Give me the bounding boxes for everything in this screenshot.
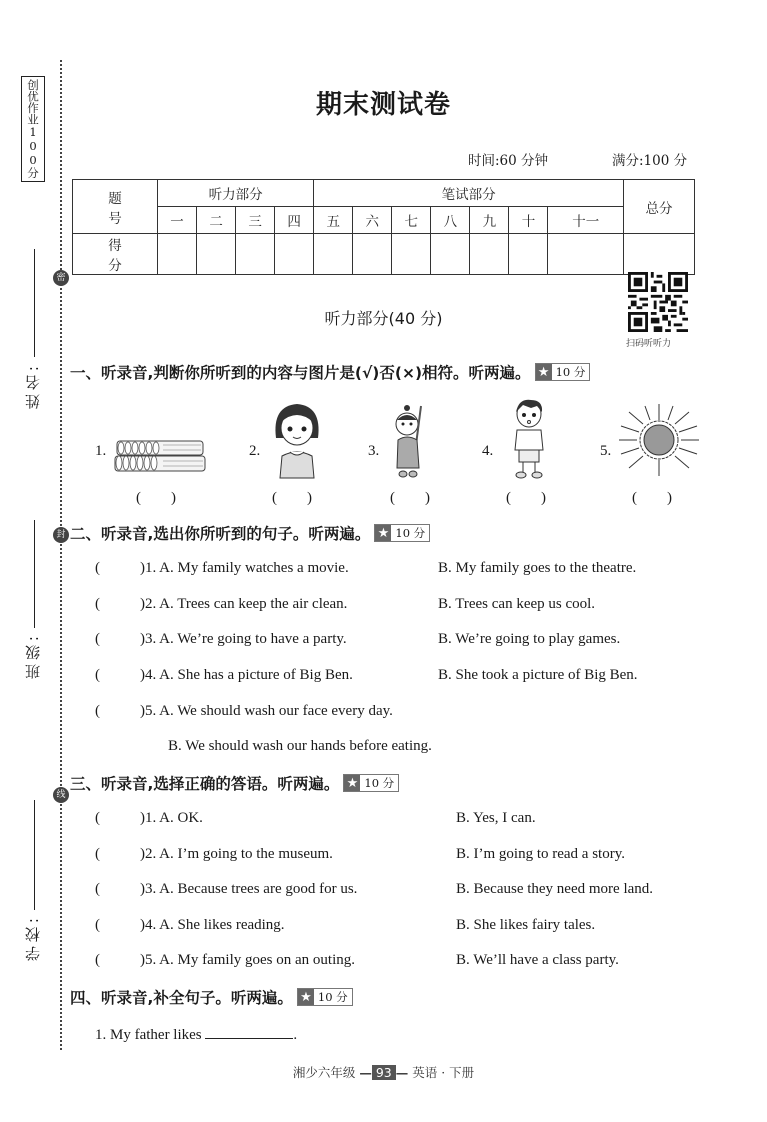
picture-number: 3. <box>368 443 380 459</box>
option-a: )3. A. We’re going to have a party. <box>140 631 347 647</box>
name-field-label: 姓名: <box>24 362 42 410</box>
answer-paren[interactable]: ( <box>95 703 100 719</box>
school-field-line[interactable] <box>34 800 35 910</box>
score-cell[interactable] <box>197 234 236 275</box>
question-row <box>95 810 203 827</box>
section-2-heading-text: 二、听录音,选出你所听到的句子。听两遍。 <box>70 525 371 543</box>
points-badge <box>374 524 430 542</box>
col-header: 十 <box>509 207 548 234</box>
option-a: )1. A. My family watches a movie. <box>140 560 349 576</box>
score-cell[interactable] <box>275 234 314 275</box>
total-score-cell[interactable] <box>624 234 695 275</box>
question-row <box>95 667 353 684</box>
score-cell[interactable] <box>470 234 509 275</box>
fill-blank-row <box>95 1024 297 1044</box>
option-b: B. We should wash our hands before eating. <box>168 738 432 754</box>
qr-caption: 扫码听听力 <box>626 339 672 349</box>
question-row <box>95 917 285 934</box>
section-1-heading-text: 一、听录音,判断你所听到的内容与图片是(√)否(×)相符。听两遍。 <box>70 364 531 382</box>
question-row <box>95 952 355 969</box>
writing-group-header: 笔试部分 <box>314 180 624 207</box>
sentence-end: . <box>293 1027 298 1043</box>
question-row <box>95 881 357 898</box>
question-row <box>95 560 349 577</box>
col-header: 八 <box>431 207 470 234</box>
answer-paren[interactable]: ( <box>95 952 100 968</box>
question-number-label: 题 号 <box>73 180 158 234</box>
col-header: 九 <box>470 207 509 234</box>
option-a: )1. A. OK. <box>140 810 203 826</box>
question-row <box>95 703 393 720</box>
option-b: B. I’m going to read a story. <box>456 846 625 862</box>
page-number: 93 <box>372 1065 396 1080</box>
points-badge <box>343 774 399 792</box>
answer-paren[interactable]: ( <box>95 917 100 933</box>
star-icon: ★ <box>536 364 552 380</box>
score-cell[interactable] <box>314 234 353 275</box>
col-header: 五 <box>314 207 353 234</box>
col-header: 六 <box>353 207 392 234</box>
question-row <box>95 846 333 863</box>
question-row <box>95 596 347 613</box>
answer-paren[interactable]: ( <box>95 596 100 612</box>
option-b: B. She took a picture of Big Ben. <box>438 667 638 683</box>
footer-dash: — <box>395 1065 409 1080</box>
listening-group-header: 听力部分 <box>158 180 314 207</box>
option-a: )4. A. She likes reading. <box>140 917 285 933</box>
option-b: B. Trees can keep us cool. <box>438 596 596 612</box>
logs-icon <box>113 437 209 475</box>
score-cell[interactable] <box>353 234 392 275</box>
points-badge <box>535 363 591 381</box>
points-badge <box>297 988 353 1006</box>
page-footer <box>0 1063 767 1081</box>
picture-number: 1. <box>95 443 107 459</box>
section-2-heading <box>70 522 430 544</box>
footer-subject: 英语 · 下册 <box>412 1065 475 1080</box>
option-a: )2. A. I’m going to the museum. <box>140 846 333 862</box>
answer-paren[interactable]: ( <box>95 810 100 826</box>
option-b: B. Yes, I can. <box>456 810 536 826</box>
answer-paren[interactable]: ( <box>95 560 100 576</box>
time-limit: 时间:60 分钟 <box>468 153 549 169</box>
answer-paren[interactable]: ( <box>95 667 100 683</box>
answer-paren[interactable]: ( <box>95 631 100 647</box>
question-row <box>95 631 347 648</box>
answer-paren[interactable]: ( <box>95 846 100 862</box>
picture-number: 4. <box>482 443 494 459</box>
star-icon: ★ <box>344 775 360 791</box>
class-field-label: 班级: <box>24 632 42 680</box>
brand-label: 创优作业100分 <box>21 76 45 182</box>
option-b: B. We’ll have a class party. <box>456 952 619 968</box>
score-cell[interactable] <box>158 234 197 275</box>
score-cell[interactable] <box>392 234 431 275</box>
col-header: 二 <box>197 207 236 234</box>
option-a: )3. A. Because trees are good for us. <box>140 881 358 897</box>
total-header: 总分 <box>624 180 695 234</box>
option-b: B. She likes fairy tales. <box>456 917 596 933</box>
option-b: B. Because they need more land. <box>456 881 654 897</box>
col-header: 四 <box>275 207 314 234</box>
answer-blank[interactable] <box>205 1024 293 1039</box>
section-4-heading-text: 四、听录音,补全句子。听两遍。 <box>70 989 293 1007</box>
binding-dotted-line <box>60 60 62 1050</box>
section-4-heading <box>70 986 353 1008</box>
name-field-line[interactable] <box>34 249 35 357</box>
answer-paren[interactable]: ( ) <box>506 490 546 506</box>
col-header: 十一 <box>548 207 624 234</box>
sun-icon <box>617 402 701 478</box>
option-a: )5. A. We should wash our face every day. <box>140 703 393 719</box>
score-cell[interactable] <box>431 234 470 275</box>
girl-icon <box>270 400 324 480</box>
col-header: 一 <box>158 207 197 234</box>
answer-paren[interactable]: ( ) <box>632 490 672 506</box>
score-cell[interactable] <box>548 234 624 275</box>
score-cell[interactable] <box>236 234 275 275</box>
col-header: 七 <box>392 207 431 234</box>
star-icon: ★ <box>298 989 314 1005</box>
picture-number: 2. <box>249 443 261 459</box>
answer-paren[interactable]: ( <box>95 881 100 897</box>
points-text: 10 分 <box>317 990 348 1004</box>
option-b: B. My family goes to the theatre. <box>438 560 637 576</box>
listening-part-title: 听力部分(40 分) <box>324 309 443 328</box>
picture-number: 5. <box>600 443 612 459</box>
footer-dash: — <box>359 1065 372 1080</box>
sentence-text: 1. My father likes <box>95 1027 202 1043</box>
points-text: 10 分 <box>364 776 395 790</box>
seal-mi: 密 <box>53 270 69 286</box>
score-label: 得 分 <box>73 234 158 275</box>
seal-feng: 封 <box>53 527 69 543</box>
boy-icon <box>509 398 549 480</box>
answer-paren[interactable]: ( ) <box>390 490 430 506</box>
option-b: B. We’re going to play games. <box>438 631 621 647</box>
section-1-heading <box>70 361 590 383</box>
answer-paren[interactable]: ( ) <box>272 490 312 506</box>
col-header: 三 <box>236 207 275 234</box>
score-table <box>72 179 695 275</box>
full-score: 满分:100 分 <box>612 153 688 169</box>
star-icon: ★ <box>375 525 391 541</box>
option-a: )2. A. Trees can keep the air clean. <box>140 596 348 612</box>
seal-xian: 线 <box>53 787 69 803</box>
erhu-player-icon <box>393 402 429 480</box>
section-3-heading-text: 三、听录音,选择正确的答语。听两遍。 <box>70 775 340 793</box>
school-field-label: 学校: <box>24 914 42 962</box>
footer-grade: 湘少六年级 <box>292 1065 356 1080</box>
score-cell[interactable] <box>509 234 548 275</box>
option-a: )5. A. My family goes on an outing. <box>140 952 355 968</box>
page-title: 期末测试卷 <box>315 90 451 120</box>
points-text: 10 分 <box>395 526 426 540</box>
section-3-heading <box>70 772 399 794</box>
class-field-line[interactable] <box>34 520 35 628</box>
points-text: 10 分 <box>555 365 586 379</box>
option-a: )4. A. She has a picture of Big Ben. <box>140 667 353 683</box>
answer-paren[interactable]: ( ) <box>136 490 176 506</box>
